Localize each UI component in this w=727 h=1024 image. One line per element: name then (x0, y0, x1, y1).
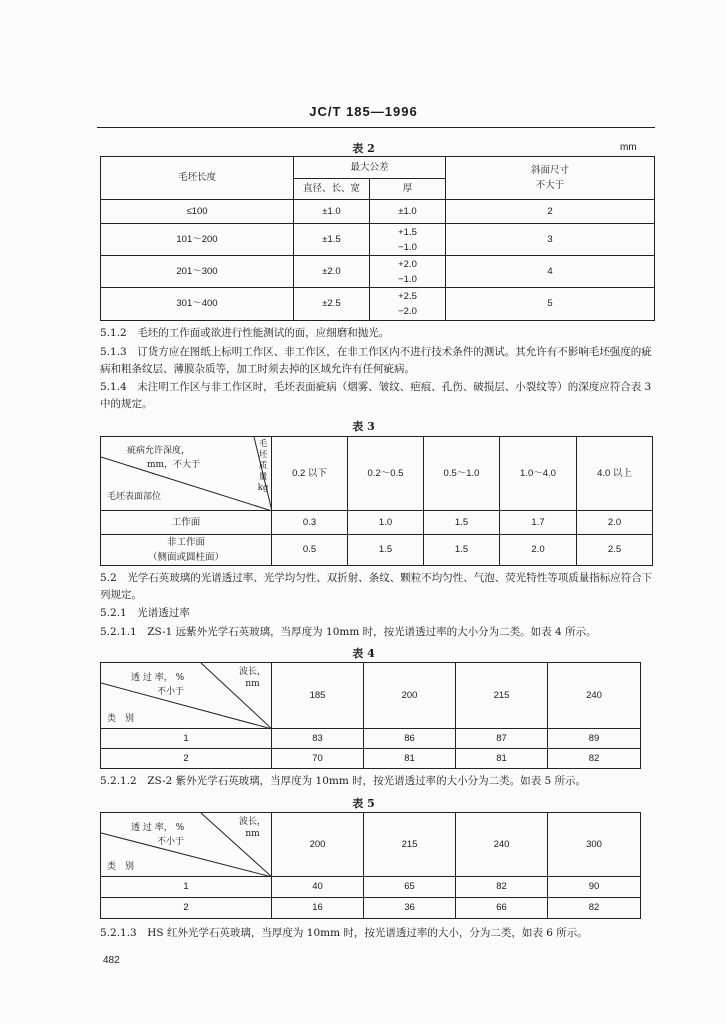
table4-header: 240 (548, 663, 641, 729)
table5-row-label: 1 (101, 877, 272, 898)
clause-5-2-1: 5.2.1 光谱透过率 (100, 607, 190, 619)
table5-diag-wavelength-line2: nm (245, 829, 260, 839)
table5-diag-not-less: 不小于 (157, 837, 185, 847)
table3-row-label (101, 535, 272, 566)
table2-header-dia: 直径、长、宽 (294, 179, 370, 200)
table5-row-label: 2 (101, 898, 272, 919)
table2-header-thick: 厚 (370, 179, 446, 200)
table5 (100, 812, 641, 919)
table4-cell: 81 (456, 749, 548, 769)
table3 (100, 436, 653, 566)
table3-diagonal-header (101, 437, 272, 511)
table2-cell: 101～200 (101, 224, 294, 256)
table5-cell: 90 (548, 877, 641, 898)
table5-header: 300 (548, 813, 641, 877)
table5-cell: 16 (272, 898, 364, 919)
table3-cell: 0.3 (272, 511, 348, 535)
table5-diag-transmittance: 透 过 率， % (131, 823, 185, 833)
table2-header-max-tol: 最大公差 (294, 157, 446, 179)
table2-header-bevel-line2: 不大于 (535, 180, 565, 191)
table2-cell (370, 224, 446, 256)
table2-cell: 2 (446, 200, 655, 224)
table4-diag-wavelength-line2: nm (245, 679, 260, 689)
table2-cell: 201～300 (101, 256, 294, 288)
clause-5-1-3: 5.1.3 订货方应在图纸上标明工作区、非工作区，在非工作区内不进行技术条件的测试。其允许有不影响毛坯强度的疵病和粗条纹层、薄膜杂质等，加工时须去掉的区域允许有任何疵病。 (100, 346, 652, 375)
table4-cell: 81 (364, 749, 456, 769)
table2-thick-plus: +2.0 (398, 258, 417, 270)
table2-cell: 3 (446, 224, 655, 256)
clause-5-2-1-2: 5.2.1.2 ZS-2 紫外光学石英玻璃，当厚度为 10mm 时，按光谱透过率的大小分为二类。如表 5 所示。 (100, 775, 586, 787)
table5-diag-category: 类 别 (107, 862, 135, 872)
standard-code-header: JC/T 185—1996 (309, 104, 418, 119)
table5-diag-wavelength (239, 816, 266, 840)
table3-diag-right-char: 坯 (258, 450, 268, 460)
table2-cell: ±1.5 (294, 224, 370, 256)
table3-header: 0.5～1.0 (424, 437, 500, 511)
table2-header-bevel-line1: 斜面尺寸 (531, 165, 570, 176)
table4-header: 215 (456, 663, 548, 729)
table5-cell: 65 (364, 877, 456, 898)
table5-cell: 36 (364, 898, 456, 919)
table3-diag-right-char: 毛 (258, 439, 268, 449)
table5-cell: 66 (456, 898, 548, 919)
table2 (100, 156, 655, 321)
table4-cell: 70 (272, 749, 364, 769)
table2-thick-minus: −1.0 (398, 273, 417, 285)
table3-cell: 1.5 (348, 535, 424, 566)
table2-cell (370, 256, 446, 288)
table2-header-length: 毛坯长度 (101, 157, 294, 200)
table5-cell: 40 (272, 877, 364, 898)
table2-caption: 表 2 (352, 142, 375, 155)
table2-thick-plus: +2.5 (398, 291, 417, 302)
table3-diag-line1: 疵病允许深度， (127, 446, 191, 456)
table3-header: 0.2～0.5 (348, 437, 424, 511)
table4-diag-wavelength-line1: 波长， (239, 667, 267, 677)
table4-diag-transmittance: 透 过 率， % (131, 673, 185, 683)
table5-header: 200 (272, 813, 364, 877)
table4-diag-wavelength (239, 666, 266, 690)
clause-5-2-1-1: 5.2.1.1 ZS-1 远紫外光学石英玻璃，当厚度为 10mm 时，按光谱透过率的大小分为二类。如表 4 所示。 (100, 626, 597, 638)
table3-caption: 表 3 (352, 420, 375, 433)
table4-row-label: 1 (101, 729, 272, 749)
table2-cell (370, 288, 446, 321)
table2-thick-minus: −2.0 (398, 306, 417, 317)
clause-5-1-4: 5.1.4 未注明工作区与非工作区时，毛坯表面疵病（烟雾、皱纹、疤痕、孔伤、破损层、小裂纹等）的深度应符合表 3 中的规定。 (100, 381, 652, 410)
clause-5-2-1-3: 5.2.1.3 HS 红外光学石英玻璃，当厚度为 10mm 时，按光谱透过率的大小，分为二类，如表 6 所示。 (100, 927, 588, 939)
page-number: 482 (103, 955, 120, 966)
table5-diag-wavelength-line1: 波长， (239, 817, 267, 827)
table2-cell: ±2.5 (294, 288, 370, 321)
table2-cell: ±2.0 (294, 256, 370, 288)
table3-cell: 2.5 (577, 535, 653, 566)
table4-diagonal-header (101, 663, 272, 729)
table3-cell: 2.0 (577, 511, 653, 535)
table4 (100, 662, 641, 769)
table2-cell: ±1.0 (370, 200, 446, 224)
table4-cell: 89 (548, 729, 641, 749)
table5-header: 215 (364, 813, 456, 877)
table3-row-label-line2: （侧面或圆柱面） (147, 552, 224, 563)
table5-caption: 表 5 (352, 797, 375, 810)
table4-diag-not-less: 不小于 (157, 687, 185, 697)
table2-cell: 4 (446, 256, 655, 288)
table5-diagonal-header (101, 813, 272, 877)
table3-diag-right-char: 质 (258, 461, 268, 471)
table4-caption: 表 4 (352, 647, 375, 660)
table3-diag-line2: mm，不大于 (147, 460, 201, 470)
header-rule (97, 127, 655, 128)
table3-diag-right (257, 439, 269, 494)
table4-row-label: 2 (101, 749, 272, 769)
table3-cell: 1.5 (424, 511, 500, 535)
table3-cell: 1.0 (348, 511, 424, 535)
table2-cell: 301～400 (101, 288, 294, 321)
table3-row-label: 工作面 (101, 511, 272, 535)
table4-cell: 86 (364, 729, 456, 749)
table4-cell: 87 (456, 729, 548, 749)
table2-cell: ±1.0 (294, 200, 370, 224)
table4-cell: 83 (272, 729, 364, 749)
table3-cell: 1.5 (424, 535, 500, 566)
table4-diag-category: 类 别 (107, 714, 135, 724)
table2-thick-plus: +1.5 (398, 226, 417, 238)
table2-header-bevel (446, 157, 655, 200)
table5-cell: 82 (456, 877, 548, 898)
table3-diag-right-char: 量 (258, 472, 268, 482)
table3-header: 0.2 以下 (272, 437, 348, 511)
table3-cell: 2.0 (500, 535, 577, 566)
table4-cell: 82 (548, 749, 641, 769)
table3-header: 4.0 以上 (577, 437, 653, 511)
table3-cell: 0.5 (272, 535, 348, 566)
table4-header: 185 (272, 663, 364, 729)
table4-header: 200 (364, 663, 456, 729)
clause-5-1-2: 5.1.2 毛坯的工作面或欲进行性能测试的面，应细磨和抛光。 (100, 327, 390, 339)
table2-cell: ≤100 (101, 200, 294, 224)
table3-cell: 1.7 (500, 511, 577, 535)
table2-unit: mm (620, 142, 637, 153)
table2-cell: 5 (446, 288, 655, 321)
clause-5-2: 5.2 光学石英玻璃的光谱透过率、光学均匀性、双折射、条纹、颗粒不均匀性、气泡、荧光特性等项质量指标应符合下列规定。 (100, 572, 653, 601)
table5-header: 240 (456, 813, 548, 877)
table3-diag-right-char: kg (257, 483, 269, 493)
table3-diag-bottom: 毛坯表面部位 (107, 492, 162, 502)
table3-row-label-line1: 非工作面 (166, 537, 205, 548)
table2-thick-minus: −1.0 (398, 241, 417, 253)
table5-cell: 82 (548, 898, 641, 919)
table3-header: 1.0～4.0 (500, 437, 577, 511)
